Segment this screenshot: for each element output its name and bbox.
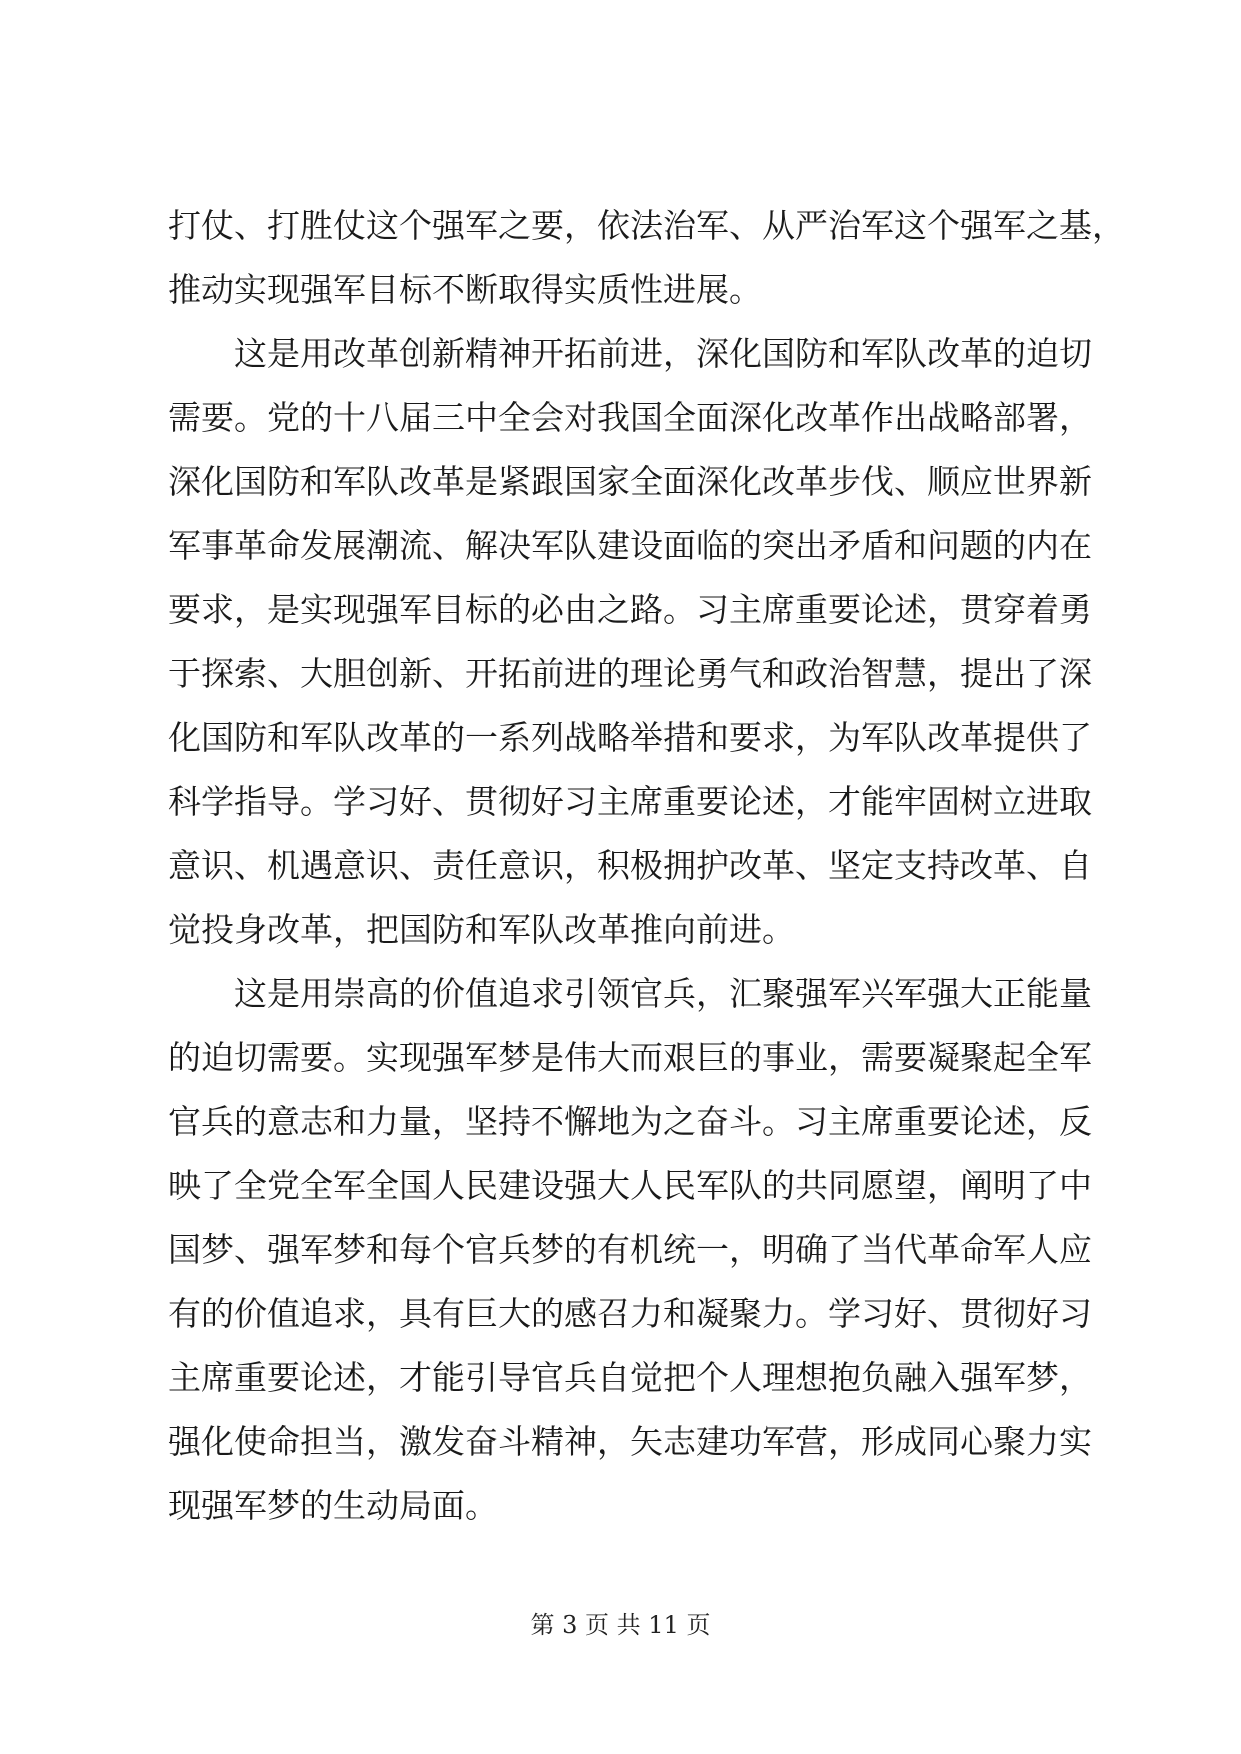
body-text: [168, 194, 1125, 1538]
page-number-footer: 第 3 页 共 11 页: [530, 1611, 711, 1639]
text-line: 要求，是实现强军目标的必由之路。习主席重要论述，贯穿着勇: [168, 590, 1092, 629]
text-line: 的迫切需要。实现强军梦是伟大而艰巨的事业，需要凝聚起全军: [168, 1038, 1092, 1077]
text-line: 官兵的意志和力量，坚持不懈地为之奋斗。习主席重要论述，反: [168, 1102, 1092, 1141]
text-line: 打仗、打胜仗这个强军之要，依法治军、从严治军这个强军之基，: [168, 206, 1125, 245]
text-line: 这是用崇高的价值追求引领官兵，汇聚强军兴军强大正能量: [234, 974, 1092, 1013]
text-line: 主席重要论述，才能引导官兵自觉把个人理想抱负融入强军梦，: [168, 1358, 1092, 1397]
text-line: 这是用改革创新精神开拓前进，深化国防和军队改革的迫切: [234, 334, 1092, 373]
text-line: 国梦、强军梦和每个官兵梦的有机统一，明确了当代革命军人应: [168, 1230, 1092, 1269]
text-line: 强化使命担当，激发奋斗精神，矢志建功军营，形成同心聚力实: [168, 1422, 1092, 1461]
text-line: 现强军梦的生动局面。: [168, 1486, 498, 1525]
text-line: 意识、机遇意识、责任意识，积极拥护改革、坚定支持改革、自: [168, 846, 1092, 885]
text-line: 军事革命发展潮流、解决军队建设面临的突出矛盾和问题的内在: [168, 526, 1092, 565]
text-line: 科学指导。学习好、贯彻好习主席重要论述，才能牢固树立进取: [168, 782, 1092, 821]
text-line: 化国防和军队改革的一系列战略举措和要求，为军队改革提供了: [168, 718, 1092, 757]
text-line: 深化国防和军队改革是紧跟国家全面深化改革步伐、顺应世界新: [168, 462, 1092, 501]
text-line: 推动实现强军目标不断取得实质性进展。: [168, 270, 762, 309]
text-line: 需要。党的十八届三中全会对我国全面深化改革作出战略部署，: [168, 398, 1092, 437]
text-line: 映了全党全军全国人民建设强大人民军队的共同愿望，阐明了中: [168, 1166, 1092, 1205]
text-line: 有的价值追求，具有巨大的感召力和凝聚力。学习好、贯彻好习: [168, 1294, 1092, 1333]
text-line: 觉投身改革，把国防和军队改革推向前进。: [168, 910, 795, 949]
text-line: 于探索、大胆创新、开拓前进的理论勇气和政治智慧，提出了深: [168, 654, 1092, 693]
